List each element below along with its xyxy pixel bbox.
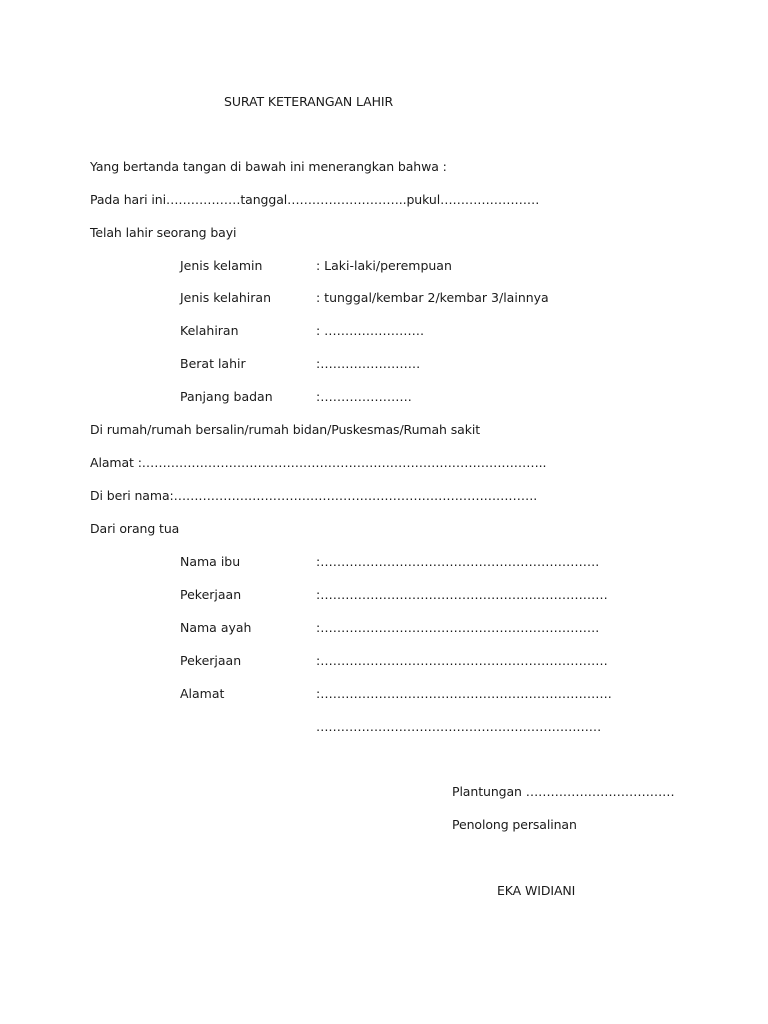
field-label-birth-type: Jenis kelahiran	[180, 290, 271, 305]
field-value-father-name: :………………………………………………………….	[316, 620, 600, 635]
field-value-body-length: :………………….	[316, 389, 412, 404]
place-date-line: Plantungan ………………………………	[452, 784, 675, 799]
field-value-birth-type: : tunggal/kembar 2/kembar 3/lainnya	[316, 290, 549, 305]
field-label-body-length: Panjang badan	[180, 389, 273, 404]
field-label-father-job: Pekerjaan	[180, 653, 242, 668]
field-label-father-name: Nama ayah	[180, 620, 252, 635]
field-label-gender: Jenis kelamin	[180, 258, 263, 273]
field-label-mother-job: Pekerjaan	[180, 587, 242, 602]
signer-role: Penolong persalinan	[452, 817, 577, 832]
address-line: Alamat :……………………………………………………………………………………..	[90, 455, 547, 470]
field-label-mother-name: Nama ibu	[180, 554, 241, 569]
field-value-birth: : ……………………	[316, 323, 425, 338]
field-label-birth: Kelahiran	[180, 323, 239, 338]
field-value-mother-name: :………………………………………………………….	[316, 554, 600, 569]
field-value-father-job: :……………………………………………………………	[316, 653, 608, 668]
date-time-line: Pada hari ini………………tanggal………………………..pukul……………………	[90, 192, 540, 207]
field-value-birth-weight: :……………………	[316, 356, 421, 371]
field-label-parent-address: Alamat	[180, 686, 225, 701]
parents-heading: Dari orang tua	[90, 521, 180, 536]
field-label-birth-weight: Berat lahir	[180, 356, 246, 371]
field-value-mother-job: :……………………………………………………………	[316, 587, 608, 602]
field-value-gender: : Laki-laki/perempuan	[316, 258, 452, 273]
given-name-line: Di beri nama:…………………………………………………………………………….	[90, 488, 538, 503]
birth-place-line: Di rumah/rumah bersalin/rumah bidan/Puskesmas/Rumah sakit	[90, 422, 481, 437]
intro-text: Yang bertanda tangan di bawah ini menerangkan bahwa :	[90, 159, 447, 174]
born-statement: Telah lahir seorang bayi	[90, 225, 237, 240]
document-title: SURAT KETERANGAN LAHIR	[224, 94, 394, 109]
address-continuation: ……………………………………………………………	[316, 719, 602, 734]
field-value-parent-address: :…………………………………………………………….	[316, 686, 612, 701]
signer-name: EKA WIDIANI	[497, 883, 576, 898]
